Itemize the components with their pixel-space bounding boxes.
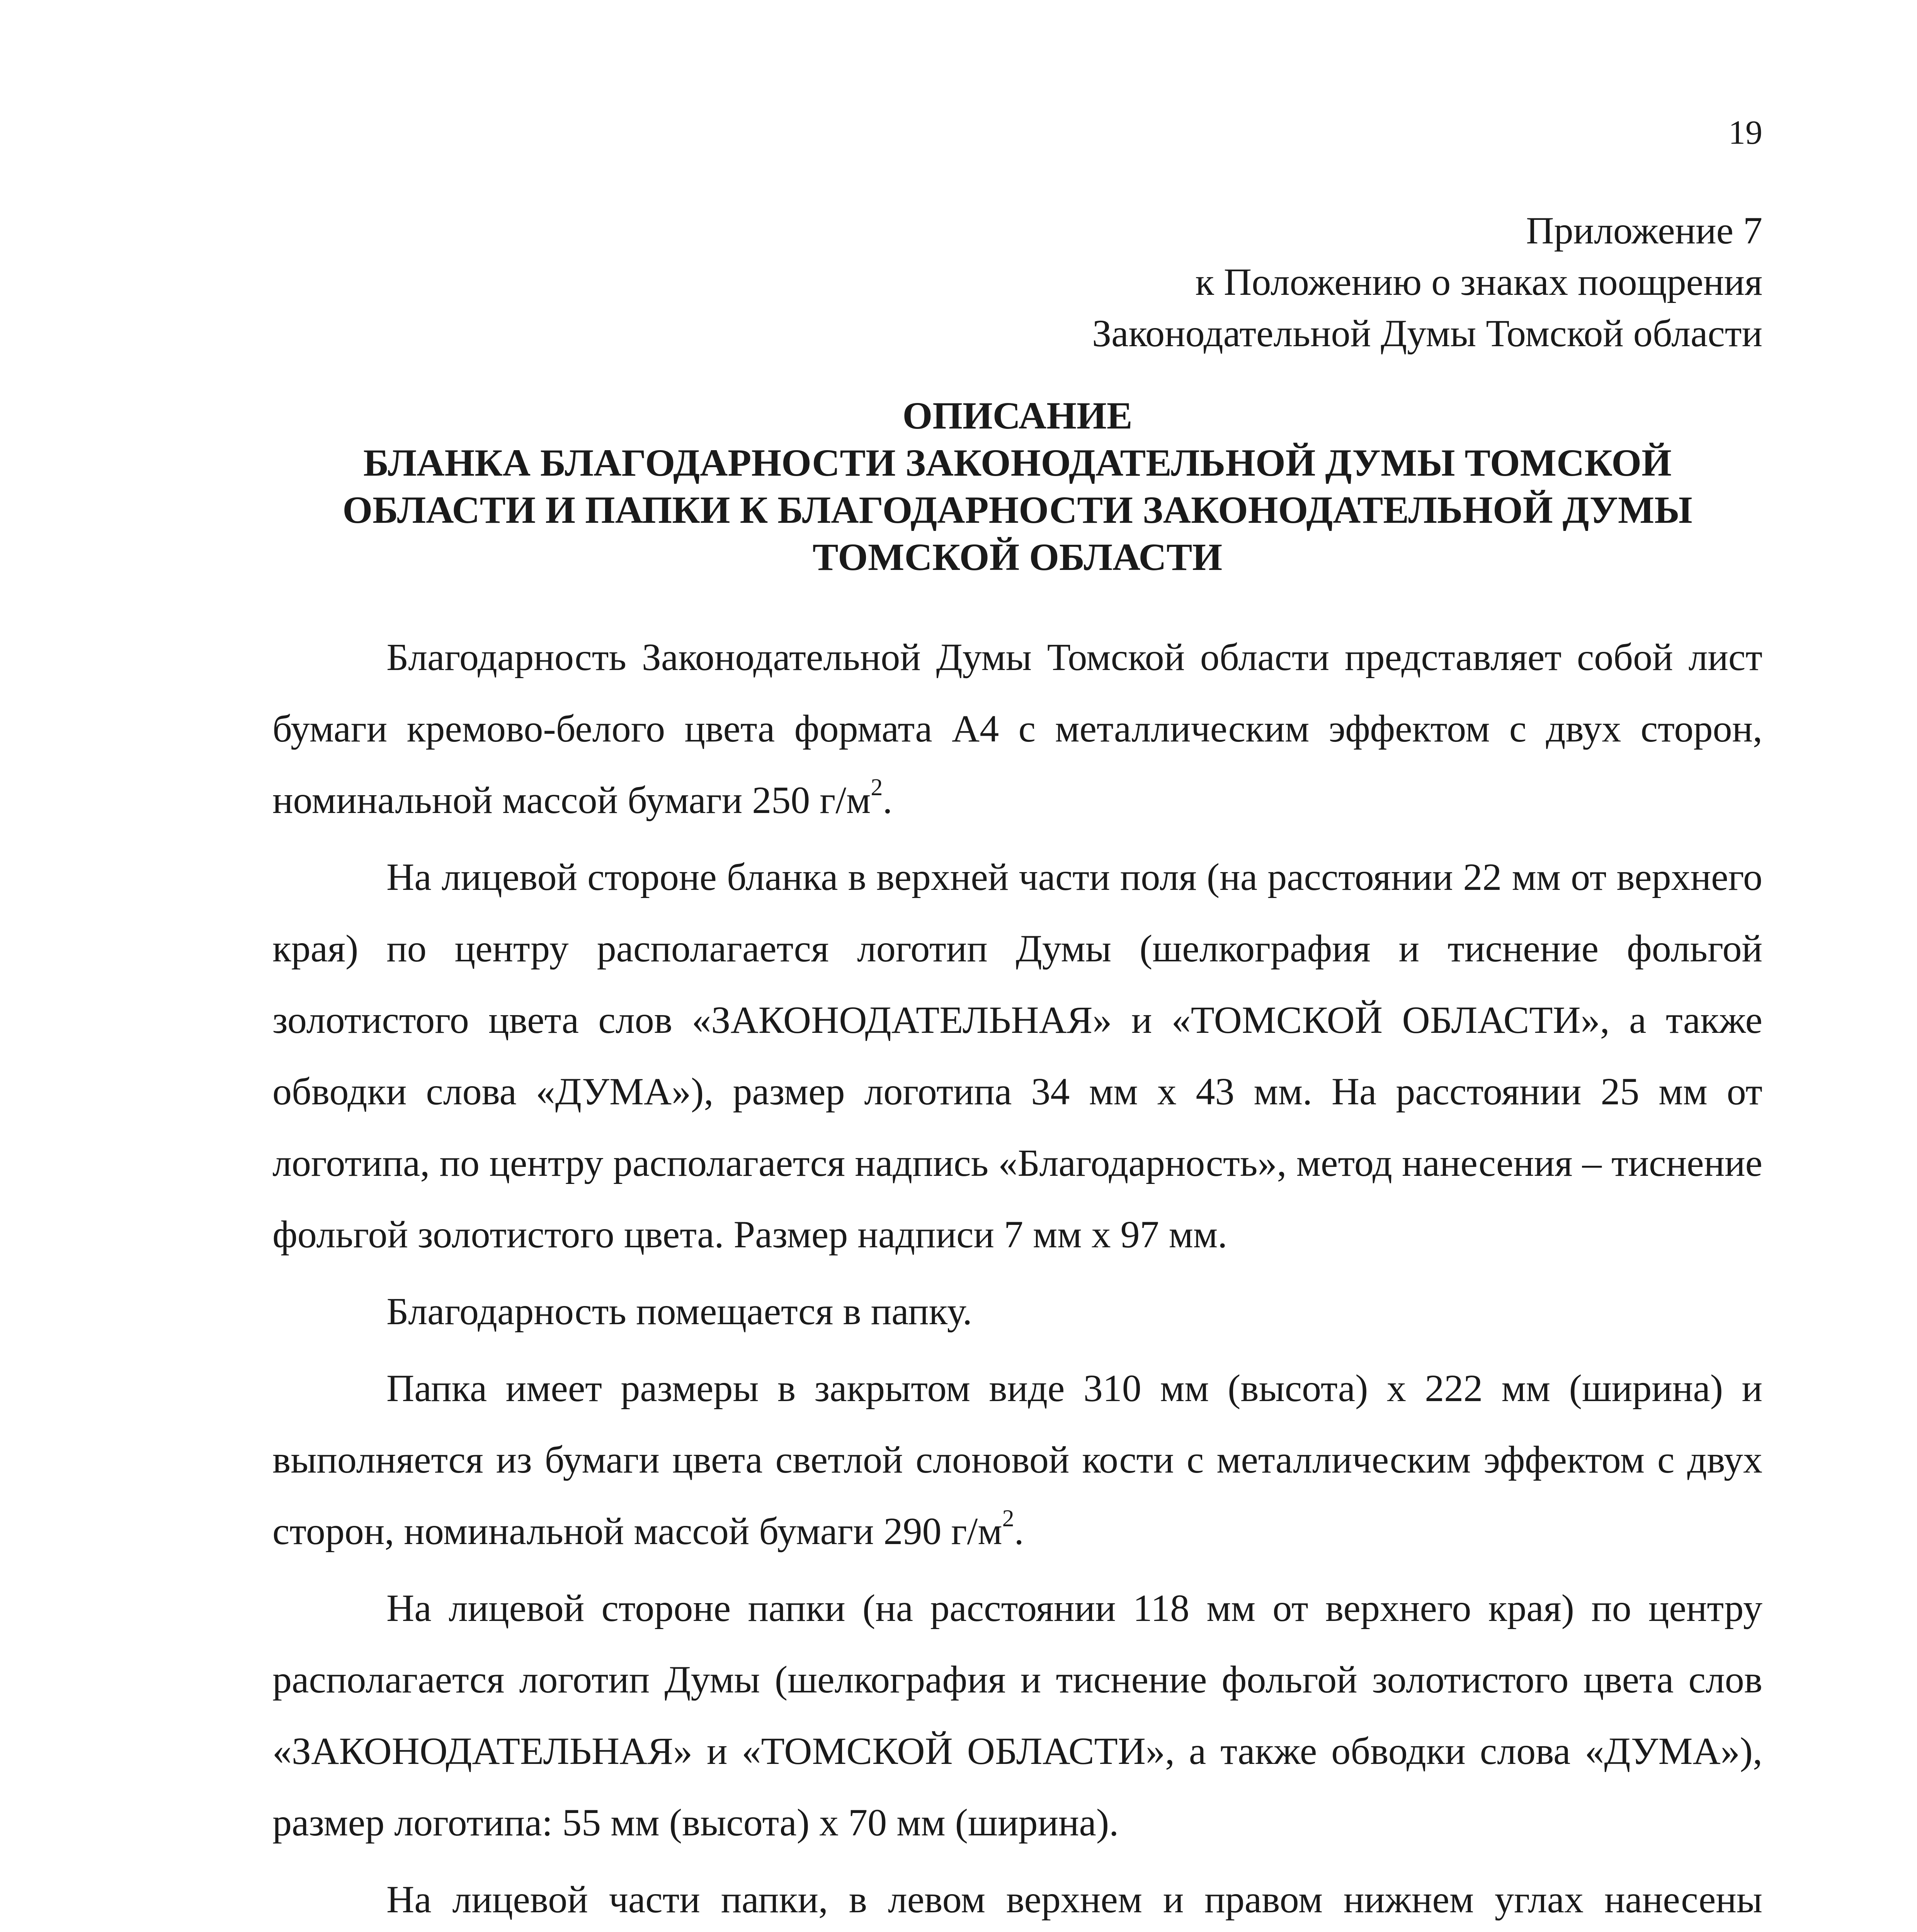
appendix-line-3: Законодательной Думы Томской области (1092, 312, 1762, 355)
appendix-line-1: Приложение 7 (1526, 209, 1762, 252)
paragraph-1 (272, 621, 1762, 836)
title-line-1: ОПИСАНИЕ (902, 394, 1133, 437)
paragraph-1-text: Благодарность Законодательной Думы Томской области представляет собой лист бумаги кремово-белого цвета формата А4 с металлическим эффектом с двух сторон, номинальной массой бумаги 250 г/м (272, 636, 1762, 821)
page-number: 19 (1728, 114, 1762, 151)
paragraph-3: Благодарность помещается в папку. (386, 1290, 972, 1333)
title-line-2: БЛАНКА БЛАГОДАРНОСТИ ЗАКОНОДАТЕЛЬНОЙ ДУМЫ ТОМСКОЙ (363, 441, 1672, 484)
paragraph-6: На лицевой части папки, в левом верхнем и правом нижнем углах нанесены (386, 1878, 1762, 1921)
appendix-reference (1092, 205, 1762, 359)
superscript-2: 2 (1002, 1505, 1014, 1532)
superscript-2: 2 (871, 774, 883, 801)
paragraph-5: На лицевой стороне папки (на расстоянии 118 мм от верхнего края) по центру располагается логотип Думы (шелкография и тиснение фольгой золотистого цвета слов «ЗАКОНОДАТЕЛЬНАЯ» и «ТОМСКОЙ ОБЛАСТИ», а также обводки слова «ДУМА»), размер логотипа: 55 мм (высота) х 70 мм (ширина). (272, 1587, 1762, 1844)
appendix-line-2: к Положению о знаках поощрения (1195, 260, 1762, 303)
title-line-4: ТОМСКОЙ ОБЛАСТИ (812, 536, 1223, 578)
title-line-3: ОБЛАСТИ И ПАПКИ К БЛАГОДАРНОСТИ ЗАКОНОДАТЕЛЬНОЙ ДУМЫ (342, 488, 1692, 531)
paragraph-4 (272, 1352, 1762, 1567)
document-body (272, 621, 1762, 1932)
document-title (272, 392, 1762, 581)
paragraph-4-text: Папка имеет размеры в закрытом виде 310 мм (высота) х 222 мм (ширина) и выполняется из бумаги цвета светлой слоновой кости с металлическим эффектом с двух сторон, номинальной массой бумаги 290 г/м (272, 1367, 1762, 1553)
paragraph-4-end: . (1014, 1510, 1024, 1553)
paragraph-2: На лицевой стороне бланка в верхней части поля (на расстоянии 22 мм от верхнего края) по центру располагается логотип Думы (шелкография и тиснение фольгой золотистого цвета слов «ЗАКОНОДАТЕЛЬНАЯ» и «ТОМСКОЙ ОБЛАСТИ», а также обводки слова «ДУМА»), размер логотипа 34 мм х 43 мм. На расстоянии 25 мм от логотипа, по центру располагается надпись «Благодарность», метод нанесения – тиснение фольгой золотистого цвета. Размер надписи 7 мм х 97 мм. (272, 855, 1762, 1256)
paragraph-1-end: . (883, 779, 893, 821)
